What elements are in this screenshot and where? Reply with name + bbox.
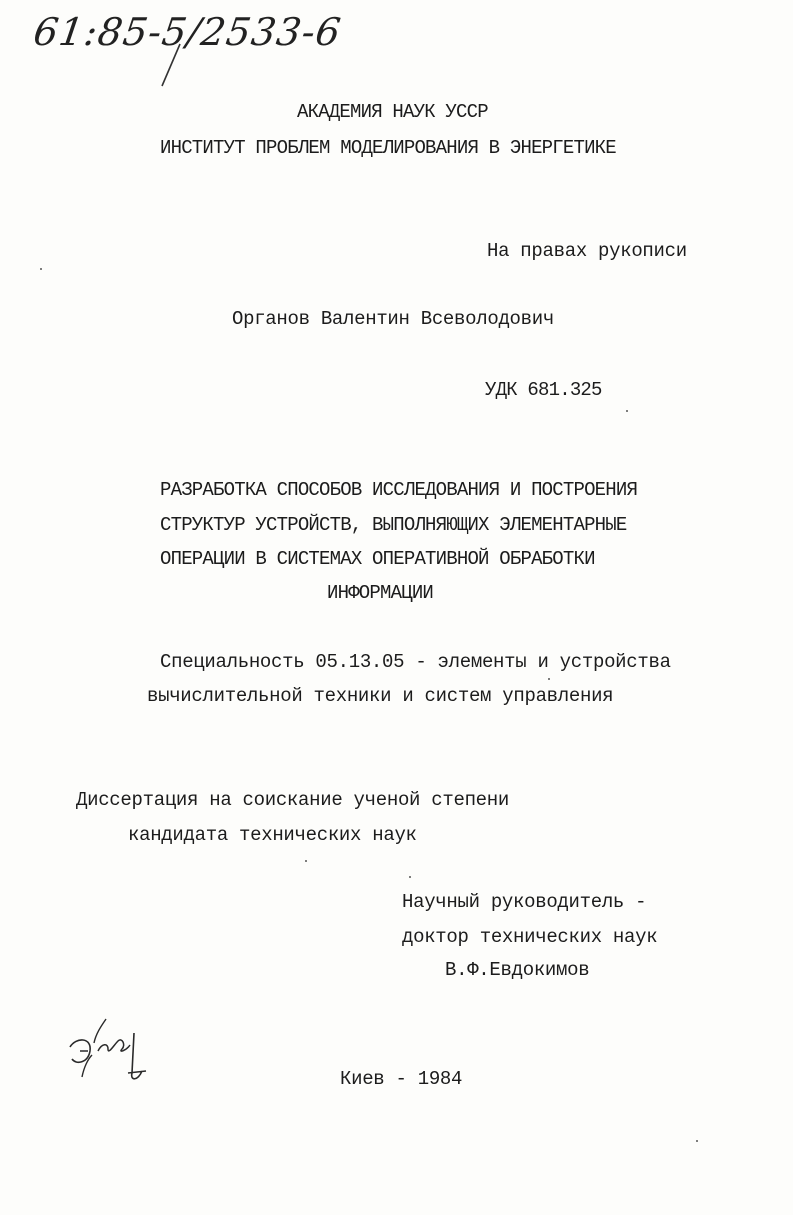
supervisor-name: В.Ф.Евдокимов (445, 959, 590, 981)
scan-speck (40, 268, 42, 270)
scan-speck (305, 860, 307, 862)
scan-speck (696, 1140, 698, 1142)
handwritten-shelfmark: 61:85-5/2533-6 (30, 10, 345, 54)
author-name: Органов Валентин Всеволодович (232, 308, 554, 330)
scan-speck (409, 876, 411, 878)
degree-line: Диссертация на соискание ученой степени (76, 789, 509, 811)
title-line: СТРУКТУР УСТРОЙСТВ, ВЫПОЛНЯЮЩИХ ЭЛЕМЕНТАРНЫЕ (160, 514, 627, 536)
title-line: РАЗРАБОТКА СПОСОБОВ ИССЛЕДОВАНИЯ И ПОСТРОЕНИЯ (160, 479, 638, 501)
rights-note: На правах рукописи (487, 240, 687, 262)
supervisor-role: Научный руководитель - (402, 891, 647, 913)
scan-speck (626, 410, 628, 412)
udc-code: УДК 681.325 (485, 379, 602, 401)
place-and-year: Киев - 1984 (340, 1068, 463, 1090)
handwritten-signature (62, 1015, 162, 1090)
institute-heading: ИНСТИТУТ ПРОБЛЕМ МОДЕЛИРОВАНИЯ В ЭНЕРГЕТИКЕ (160, 137, 616, 159)
specialty-line: Специальность 05.13.05 - элементы и устройства (160, 651, 671, 673)
supervisor-degree: доктор технических наук (402, 926, 658, 948)
title-line: ОПЕРАЦИИ В СИСТЕМАХ ОПЕРАТИВНОЙ ОБРАБОТКИ (160, 548, 595, 570)
title-line: ИНФОРМАЦИИ (327, 582, 434, 604)
specialty-line: вычислительной техники и систем управления (147, 685, 614, 707)
shelfmark-slash-stroke (150, 40, 190, 90)
degree-line: кандидата технических наук (128, 824, 417, 846)
academy-heading: АКАДЕМИЯ НАУК УССР (297, 101, 488, 123)
scan-speck (548, 678, 550, 680)
